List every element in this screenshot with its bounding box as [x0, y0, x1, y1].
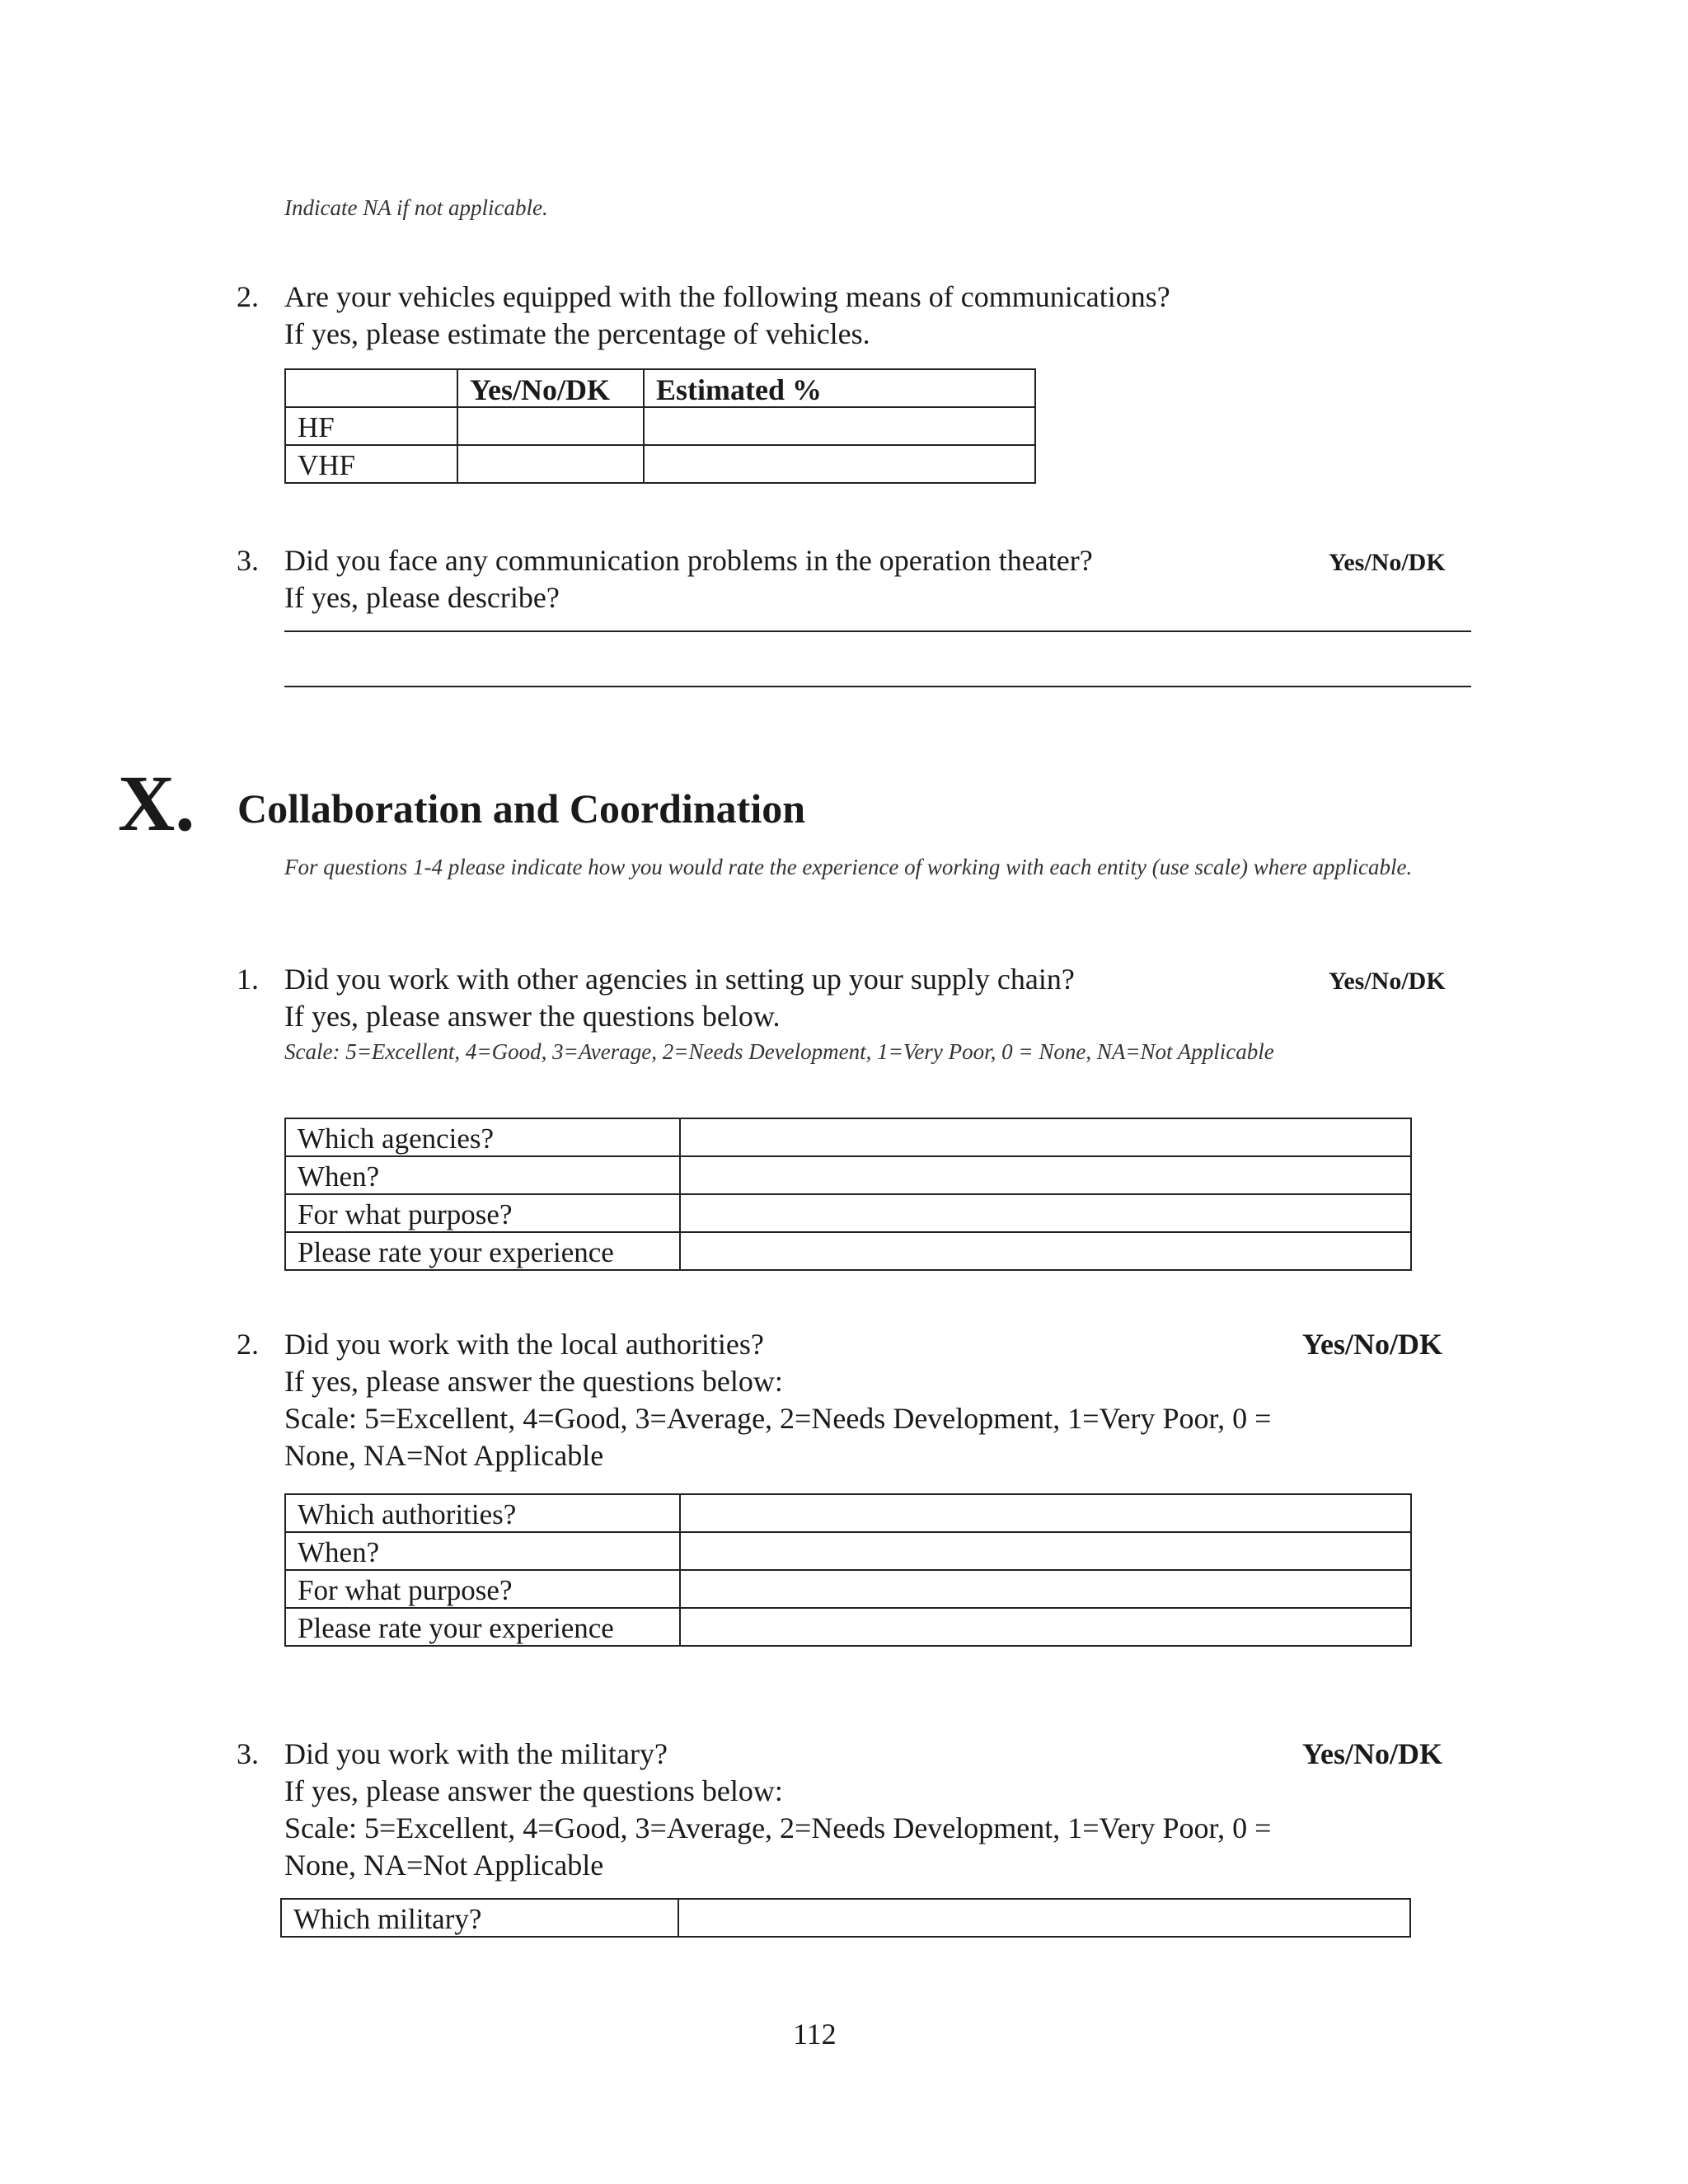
q2-row-label: When?	[285, 1532, 680, 1570]
q2-answer-cell[interactable]	[680, 1570, 1411, 1608]
q1-table	[284, 1118, 1412, 1271]
q1-answer-cell[interactable]	[680, 1194, 1411, 1232]
comm-header-estimated: Estimated %	[644, 369, 1035, 407]
answer-line[interactable]	[284, 630, 1471, 632]
q2-answer-cell[interactable]	[680, 1608, 1411, 1646]
q1-answer-cell[interactable]	[680, 1232, 1411, 1270]
q3-scale-b: None, NA=Not Applicable	[284, 1849, 604, 1882]
page-number: 112	[793, 2018, 837, 2050]
comm-header-blank	[285, 369, 457, 407]
q3-table	[280, 1898, 1411, 1938]
q3-comm-line1: Did you face any communication problems in the operation theater?	[284, 544, 1093, 577]
q2-answer-cell[interactable]	[680, 1494, 1411, 1532]
q3-scale-a: Scale: 5=Excellent, 4=Good, 3=Average, 2=Needs Development, 1=Very Poor, 0 =	[284, 1811, 1272, 1844]
comm-row-label: VHF	[285, 445, 457, 483]
q2-row-label: Which authorities?	[285, 1494, 680, 1532]
q2-line1: Did you work with the local authorities?	[284, 1328, 764, 1361]
q1-scale: Scale: 5=Excellent, 4=Good, 3=Average, 2=Needs Development, 1=Very Poor, 0 = None, NA=Not Applicable	[284, 1039, 1274, 1064]
q2-row-label: Please rate your experience	[285, 1608, 680, 1646]
q2-row-label: For what purpose?	[285, 1570, 680, 1608]
q2-answer[interactable]: Yes/No/DK	[1302, 1328, 1442, 1361]
q3-line2: If yes, please answer the questions below:	[284, 1774, 783, 1807]
section-instruction: For questions 1-4 please indicate how you would rate the experience of working with each entity (use scale) where applicable.	[284, 855, 1413, 879]
q3-number: 3.	[237, 1737, 259, 1770]
q2-table	[284, 1493, 1412, 1647]
q1-row-label: For what purpose?	[285, 1194, 680, 1232]
q1-row-label: Please rate your experience	[285, 1232, 680, 1270]
q1-answer-cell[interactable]	[680, 1156, 1411, 1194]
q3-comm-answer[interactable]: Yes/No/DK	[1329, 549, 1446, 576]
q2-scale-a: Scale: 5=Excellent, 4=Good, 3=Average, 2=Needs Development, 1=Very Poor, 0 =	[284, 1402, 1272, 1435]
comm-header-yes-no: Yes/No/DK	[457, 369, 644, 407]
comm-cell-yes-no[interactable]	[457, 445, 644, 483]
q2-comm-line2: If yes, please estimate the percentage of vehicles.	[284, 317, 870, 350]
q2-comm-number: 2.	[237, 280, 259, 313]
q3-comm-line2: If yes, please describe?	[284, 581, 560, 614]
q1-row-label: When?	[285, 1156, 680, 1194]
q2-scale-b: None, NA=Not Applicable	[284, 1439, 604, 1472]
comm-cell-percent[interactable]	[644, 445, 1035, 483]
q1-answer-cell[interactable]	[680, 1118, 1411, 1156]
q1-answer[interactable]: Yes/No/DK	[1329, 968, 1446, 995]
q3-answer[interactable]: Yes/No/DK	[1302, 1737, 1442, 1770]
comm-cell-yes-no[interactable]	[457, 407, 644, 445]
q1-number: 1.	[237, 963, 259, 996]
q3-answer-cell[interactable]	[678, 1899, 1410, 1937]
q3-line1: Did you work with the military?	[284, 1737, 668, 1770]
q2-answer-cell[interactable]	[680, 1532, 1411, 1570]
q3-comm-number: 3.	[237, 544, 259, 577]
intro-note: Indicate NA if not applicable.	[284, 195, 548, 220]
q1-line1: Did you work with other agencies in setting up your supply chain?	[284, 963, 1075, 996]
answer-line[interactable]	[284, 686, 1471, 687]
q1-line2: If yes, please answer the questions below.	[284, 1000, 781, 1033]
q3-row-label: Which military?	[281, 1899, 678, 1937]
q1-row-label: Which agencies?	[285, 1118, 680, 1156]
q2-number: 2.	[237, 1328, 259, 1361]
comm-row-label: HF	[285, 407, 457, 445]
q2-comm-line1: Are your vehicles equipped with the following means of communications?	[284, 280, 1170, 313]
comm-cell-percent[interactable]	[644, 407, 1035, 445]
section-title: Collaboration and Coordination	[237, 785, 806, 832]
section-letter: X.	[118, 759, 195, 847]
comm-table	[284, 368, 1036, 484]
q2-line2: If yes, please answer the questions below:	[284, 1365, 783, 1398]
